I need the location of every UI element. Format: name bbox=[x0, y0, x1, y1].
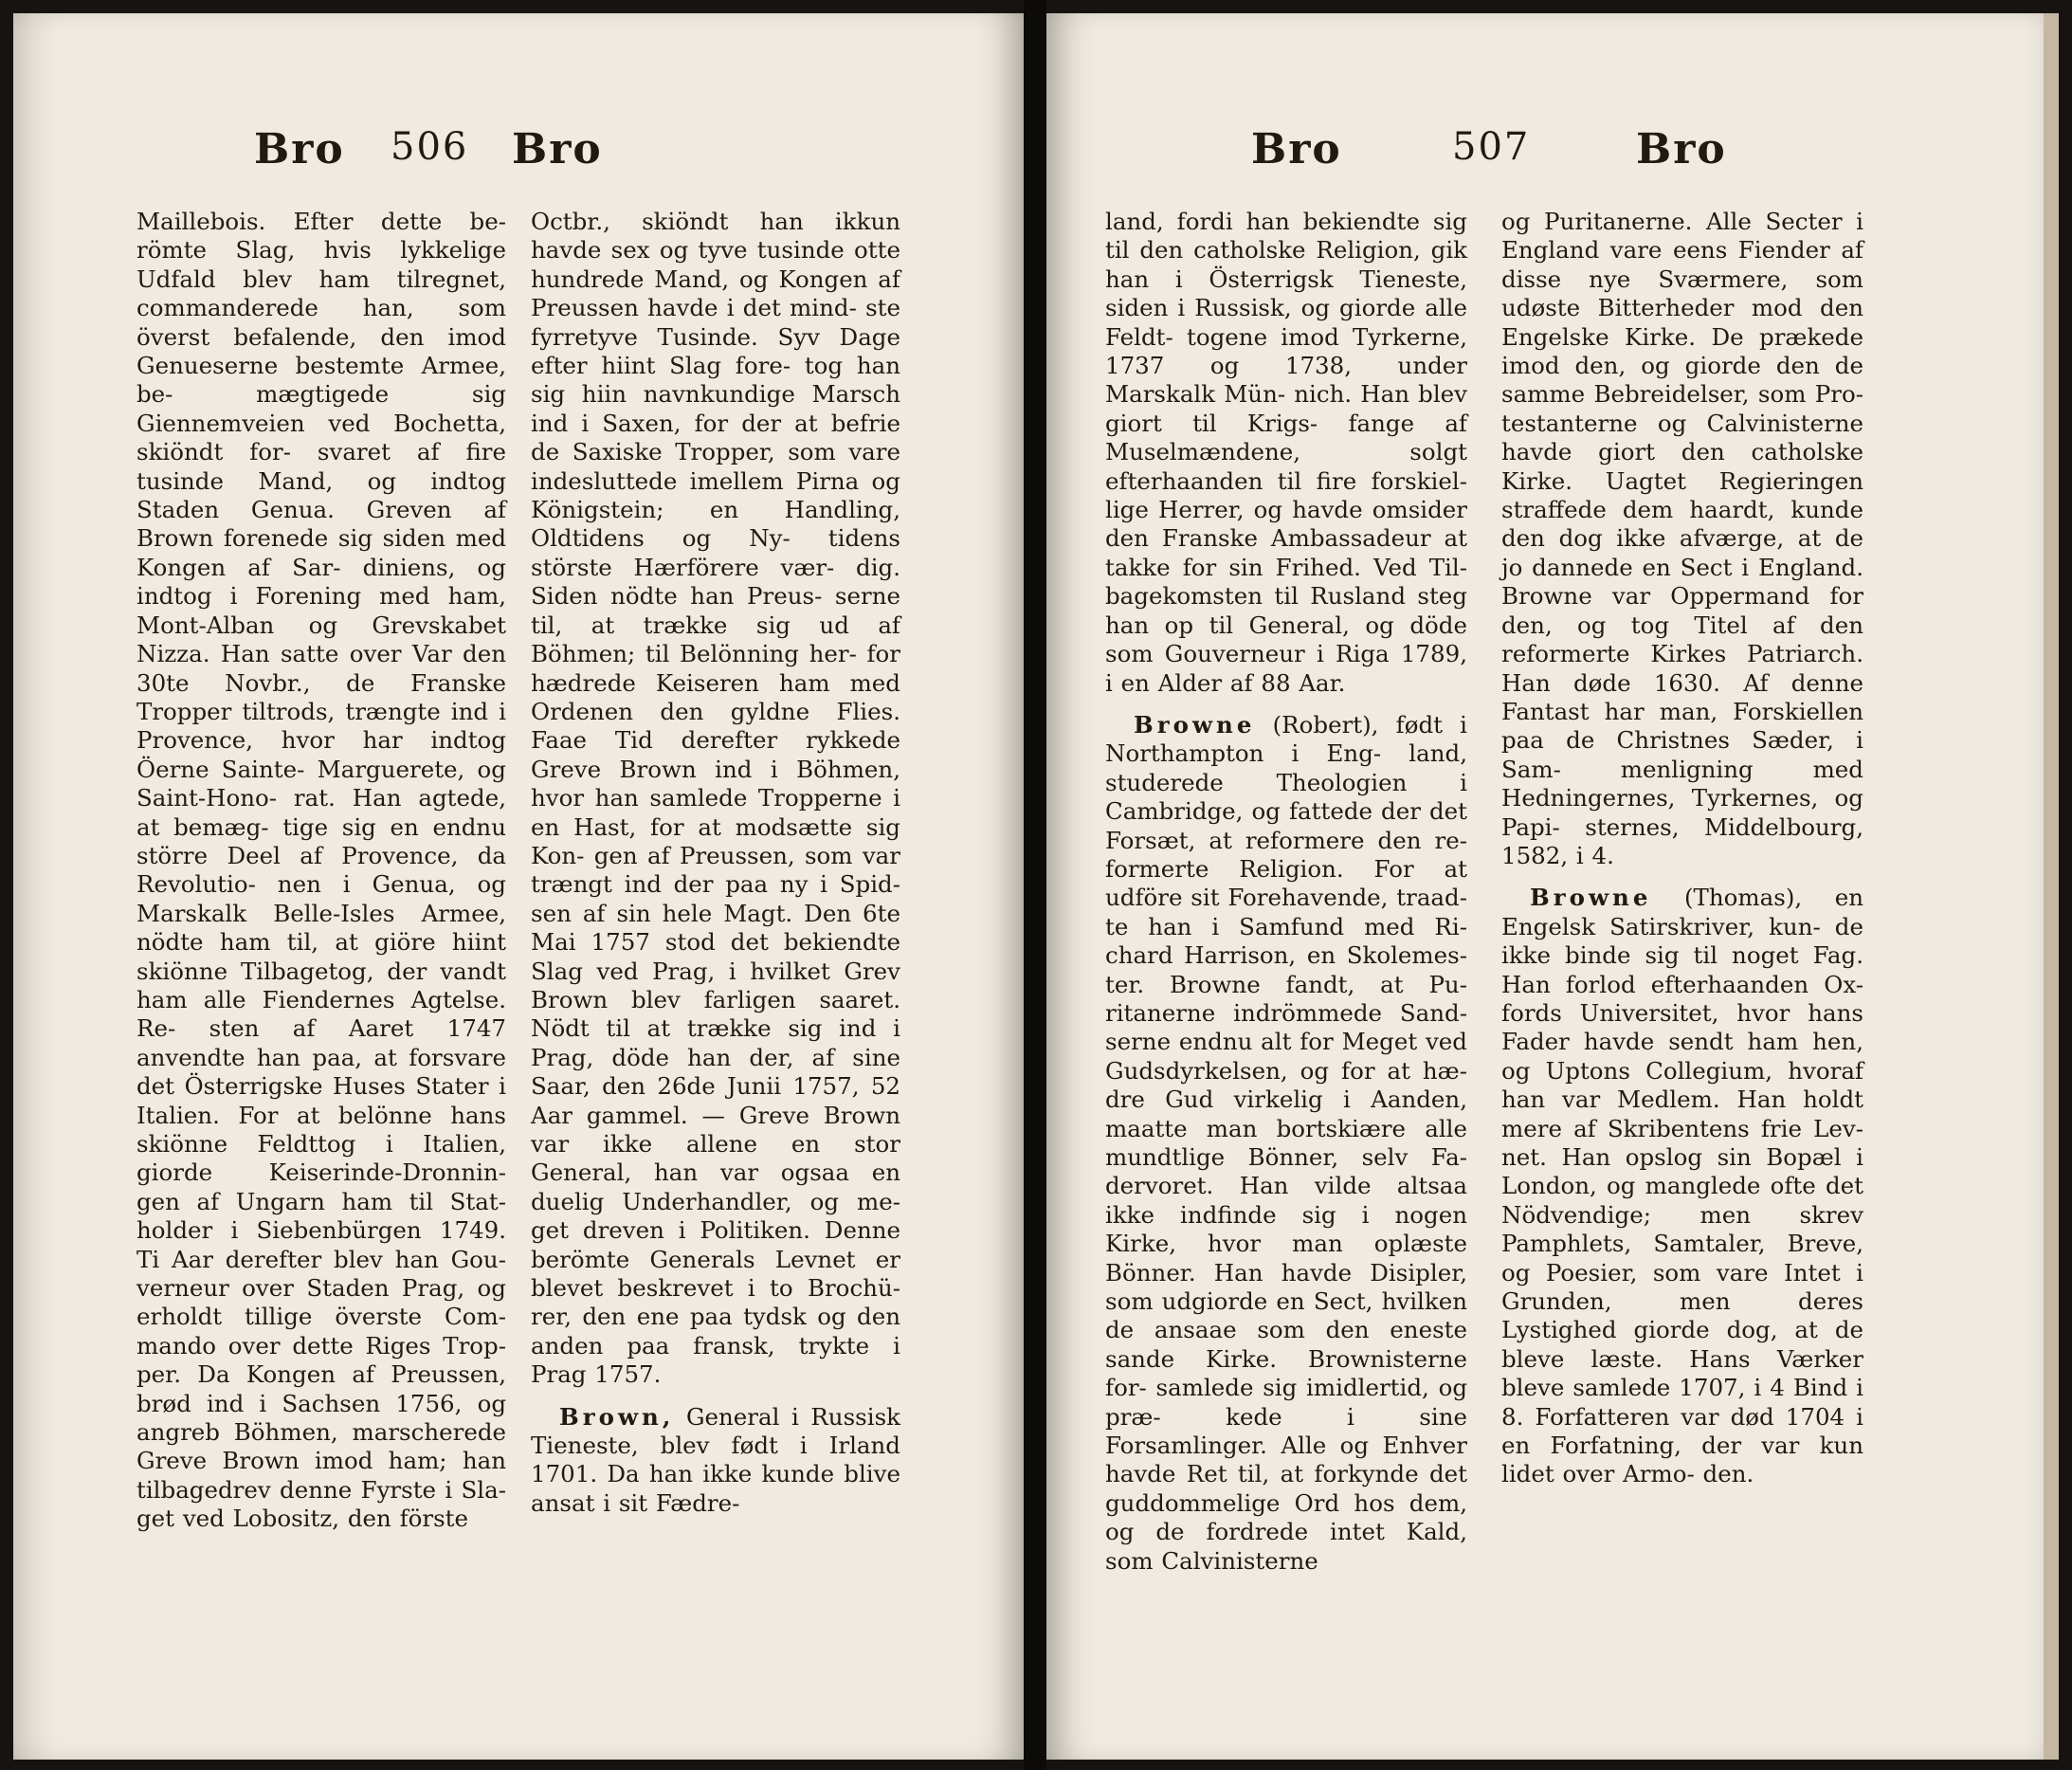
left-page bbox=[13, 13, 1024, 1760]
right-page-number: 507 bbox=[1452, 125, 1531, 169]
left-page-header bbox=[13, 125, 1024, 192]
right-header-left-word: Bro bbox=[1251, 125, 1342, 173]
entry-brown bbox=[531, 1403, 900, 1519]
right-col1-text: land, fordi han bekiendte sig til den catholske Religion, gik han i Österrigsk Tieneste, siden i Russisk, og giorde alle Feldt- togene imod Tyrkerne, 1737 og 1738, under Marskalk Mün- nich. Han blev giort til Krigs- fange af Muselmændene, solgt efterhaanden til fire forskiel- lige Herrer, og havde omsider den Franske Ambassadeur at takke for sin Frihed. Ved Til- bagekomsten til Rusland steg han op til General, og döde som Gouverneur i Riga 1789, i en Alder af 88 Aar. bbox=[1105, 208, 1467, 697]
page-edge bbox=[2044, 13, 2059, 1760]
entry-browne-robert-text: født i Northampton i Eng- land, studerede Theologien i Cambridge, og fattede der det Forsæt, at reformere den re- formerte Religion. For at udföre sit Forehavende, traad- te han i Samfund med Ri- chard Harrison, en Skolemes- ter. Browne fandt, at Pu- ritanerne indrömmede Sand- serne endnu alt for Meget ved Gudsdyrkelsen, og for at hæ- dre Gud virkelig i Aanden, maatte man bortskiære alle mundtlige Bönner, selv Fa- dervoret. Han vilde altsaa ikke indfinde sig i nogen Kirke, hvor man oplæste Bönner. Han havde Disipler, som udgiorde en Sect, hvilken de ansaae som den eneste sande Kirke. Brownisterne for- samlede sig imidlertid, og præ- kede i sine Forsamlinger. Alle og Enhver havde Ret til, at forkynde det guddommelige Ord hos dem, og de fordrede intet Kald, som Calvinisterne bbox=[1105, 710, 1467, 1575]
right-header-right-word: Bro bbox=[1636, 125, 1727, 173]
right-page-column-1 bbox=[1105, 208, 1467, 1576]
left-header-left-word: Bro bbox=[254, 125, 345, 173]
book-gutter bbox=[1024, 0, 1046, 1770]
entry-browne-thomas bbox=[1501, 884, 1863, 1489]
left-page-number: 506 bbox=[391, 125, 469, 169]
entry-browne-robert-paren: (Robert), bbox=[1272, 710, 1379, 739]
left-page-column-1 bbox=[136, 208, 506, 1534]
entry-browne-thomas-paren: (Thomas), bbox=[1683, 884, 1803, 912]
left-page-column-2 bbox=[531, 208, 900, 1518]
entry-browne-robert bbox=[1105, 711, 1467, 1576]
entry-brown-heading: Brown, bbox=[559, 1402, 675, 1431]
right-page bbox=[1046, 13, 2059, 1760]
left-col2-text: Octbr., skiöndt han ikkun havde sex og tyve tusinde otte hundrede Mand, og Kongen af Preussen havde i det mind- ste fyrretyve Tusinde. Syv Dage efter hiint Slag fore- tog han sig hiin navnkundige Marsch ind i Saxen, for der at befrie de Saxiske Tropper, som vare indesluttede imellem Pirna og Königstein; en Handling, Oldtidens og Ny- tidens störste Hærförere vær- dig. Siden nödte han Preus- serne til, at trække sig ud af Böhmen; til Belönning her- for hædrede Keiseren ham med Ordenen den gyldne Flies. Faae Tid derefter rykkede Greve Brown ind i Böhmen, hvor han samlede Tropperne i en Hast, for at modsætte sig Kon- gen af Preussen, som var trængt ind der paa ny i Spid- sen af sin hele Magt. Den 6te Mai 1757 stod det bekiendte Slag ved Prag, i hvilket Grev Brown blev farligen saaret. Nödt til at trække sig ind i Prag, döde han der, af sine Saar, den 26de Junii 1757, 52 Aar gammel. — Greve Brown var ikke allene en stor General, han var ogsaa en duelig Underhandler, og me- get dreven i Politiken. Denne berömte Generals Levnet er blevet beskrevet i to Brochü- rer, den ene paa tydsk og den anden paa fransk, trykte i Prag 1757. bbox=[531, 208, 900, 1389]
left-header-right-word: Bro bbox=[512, 125, 603, 173]
right-col2-text: og Puritanerne. Alle Secter i England vare eens Fiender af disse nye Sværmere, som udøste Bitterheder mod den Engelske Kirke. De prækede imod den, og giorde den de samme Bebreidelser, som Pro- testanterne og Calvinisterne havde giort den catholske Kirke. Uagtet Regieringen straffede dem haardt, kunde den dog ikke afværge, at de jo dannede en Sect i England. Browne var Oppermand for den, og tog Titel af den reformerte Kirkes Patriarch. Han døde 1630. Af denne Fantast har man, Forskiellen paa de Christnes Sæder, i Sam- menligning med Hedningernes, Tyrkernes, og Papi- sternes, Middelbourg, 1582, i 4. bbox=[1501, 208, 1863, 869]
right-page-header bbox=[1046, 125, 2059, 192]
entry-browne-thomas-heading: Browne bbox=[1530, 884, 1652, 912]
right-page-column-2 bbox=[1501, 208, 1863, 1489]
entry-browne-robert-heading: Browne bbox=[1134, 710, 1256, 739]
entry-browne-thomas-text: en Engelsk Satirskriver, kun- de ikke binde sig til noget Fag. Han forlod efterhaanden Ox- fords Universitet, hvor hans Fader havde sendt ham hen, og Uptons Collegium, hvoraf han var Medlem. Han holdt mere af Skribentens frie Lev- net. Han opslog sin Bopæl i London, og manglede ofte det Nödvendige; men skrev Pamphlets, Samtaler, Breve, og Poesier, som vare Intet i Grunden, men deres Lystighed giorde dog, at de bleve læste. Hans Værker bleve samlede 1707, i 4 Bind i 8. Forfatteren var død 1704 i en Forfatning, der var kun lidet over Armo- den. bbox=[1501, 884, 1863, 1488]
entry-brown-text: General i Russisk Tieneste, blev født i Irland 1701. Da han ikke kunde blive ansat i sit Fædre- bbox=[531, 1402, 900, 1517]
left-col1-text: Maillebois. Efter dette be- römte Slag, hvis lykkelige Udfald blev ham tilregnet, commanderede han, som överst befalende, den imod Genueserne bestemte Armee, be- mægtigede sig Giennemveien ved Bochetta, skiöndt for- svaret af fire tusinde Mand, og indtog Staden Genua. Greven af Brown forenede sig siden med Kongen af Sar- diniens, og indtog i Forening med ham, Mont-Alban og Grevskabet Nizza. Han satte over Var den 30te Novbr., de Franske Tropper tiltrods, trængte ind i Provence, hvor har indtog Öerne Sainte- Marguerete, og Saint-Hono- rat. Han agtede, at bemæg- tige sig en endnu större Deel af Provence, da Revolutio- nen i Genua, og Marskalk Belle-Isles Armee, nödte ham til, at giöre hiint skiönne Tilbagetog, der vandt ham alle Fiendernes Agtelse. Re- sten af Aaret 1747 anvendte han paa, at forsvare det Österrigske Huses Stater i Italien. For at belönne hans skiönne Feldttog i Italien, giorde Keiserinde-Dronnin- gen af Ungarn ham til Stat- holder i Siebenbürgen 1749. Ti Aar derefter blev han Gou- verneur over Staden Prag, og erholdt tillige överste Com- mando over dette Riges Trop- per. Da Kongen af Preussen, brød ind i Sachsen 1756, og angreb Böhmen, marscherede Greve Brown imod ham; han tilbagedrev denne Fyrste i Sla- get ved Lobositz, den förste bbox=[136, 208, 506, 1533]
